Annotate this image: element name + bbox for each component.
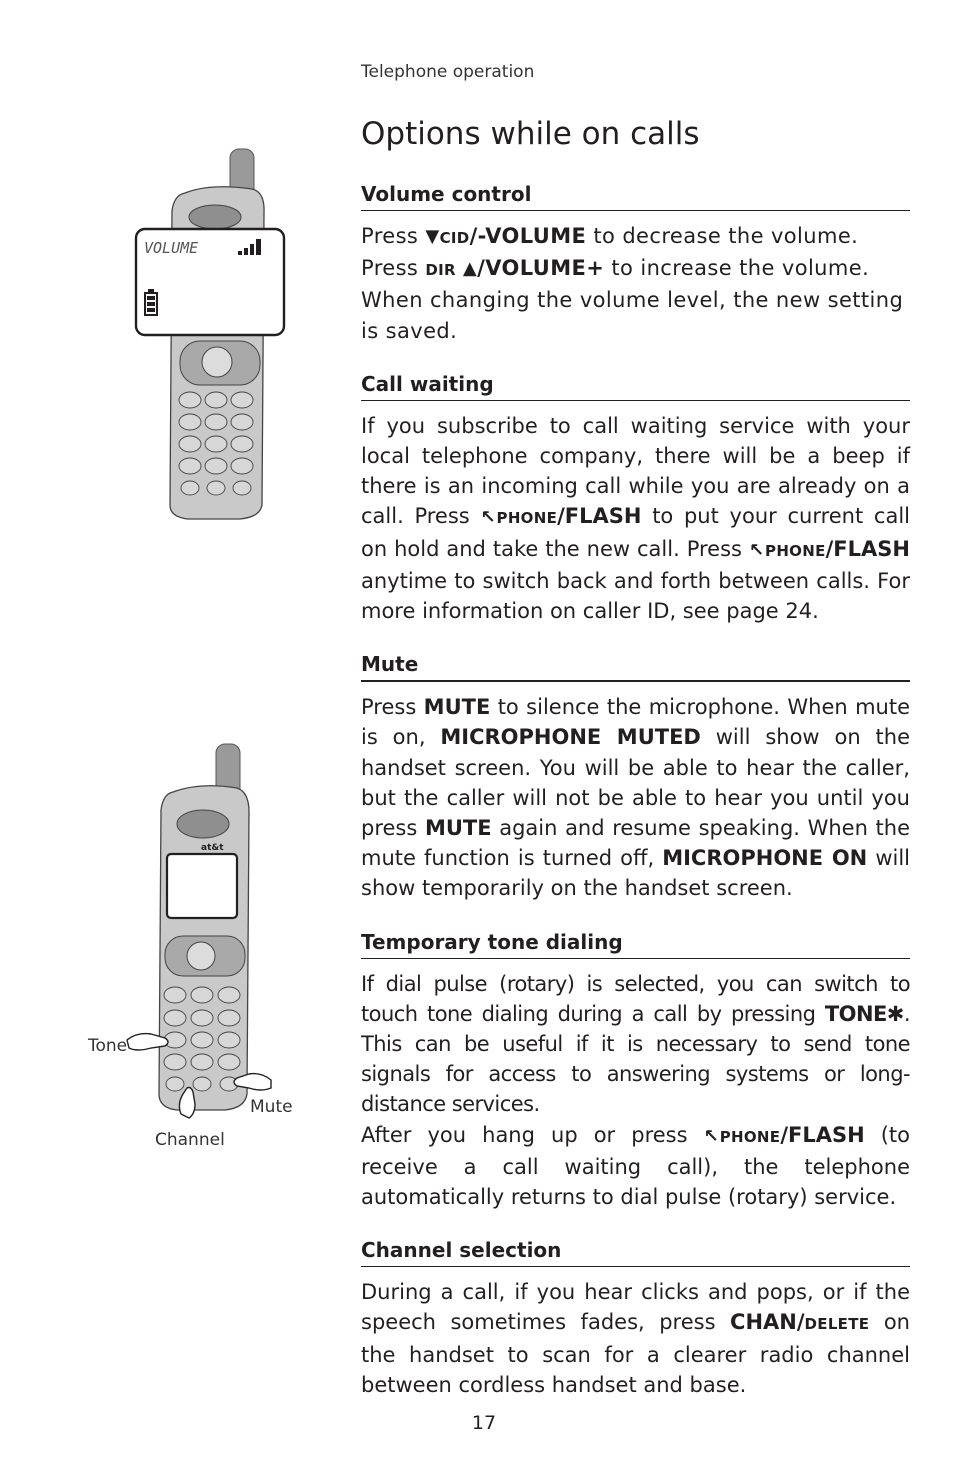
down-arrow-icon: ▼ [425, 226, 440, 247]
tone-dialing-section [361, 926, 910, 1213]
channel-selection-heading: Channel selection [361, 1234, 910, 1267]
call-waiting-section [361, 368, 910, 626]
handset-lcd [167, 854, 237, 918]
call-waiting-text: If you subscribe to call waiting service with your local telephone company, there will be a beep if there is an incoming call while you are already on a call. Press ↖PHONE/FLASH to put your current call on hold and take the new call. Press ↖PHONE/FLASH anytime to switch back and forth between calls. For more information on caller ID, see page 24. [361, 413, 911, 624]
callout-channel: Channel [155, 1130, 225, 1150]
section-header: Telephone operation [361, 62, 535, 82]
callout-mute: Mute [250, 1097, 293, 1117]
earpiece [189, 205, 241, 229]
tone-dialing-text-1: If dial pulse (rotary) is selected, you can switch to touch tone dialing during a call by pressing TONE✱. This can be useful if it is necessary to send tone signals for access to answering systems or long-distance services. [361, 971, 910, 1117]
page-number: 17 [471, 1412, 497, 1434]
mute-text: Press MUTE to silence the microphone. When mute is on, MICROPHONE MUTED will show on the handset screen. You will be able to hear the caller, but the caller will not be able to hear you until you press MUTE again and resume speaking. When the mute function is turned off, MICROPHONE ON will show temporarily on the handset screen. [361, 695, 911, 901]
mute-section [361, 648, 910, 903]
phone-handset-icon: ↖ [748, 539, 765, 561]
menu-select-key [202, 347, 232, 377]
tone-dialing-text-2: After you hang up or press ↖PHONE/FLASH (to receive a call waiting call), the telephone automatically returns to dial pulse (rotary) service. [361, 1122, 911, 1210]
mute-heading: Mute [361, 648, 910, 682]
phone-handset-icon: ↖ [480, 507, 496, 529]
channel-selection-text: During a call, if you hear clicks and pops, or if the speech sometimes fades, press CHAN/DELETE on the handset to scan for a clearer radio channel between cordless handset and base. [361, 1280, 910, 1397]
screen-volume-text: VOLUME [144, 239, 199, 257]
page-title: Options while on calls [361, 116, 700, 152]
channel-selection-section [361, 1234, 910, 1400]
handset-keys-illustration [125, 742, 290, 1122]
phone-handset-icon: ↖ [703, 1125, 719, 1147]
callout-tone: Tone [88, 1036, 128, 1056]
tone-dialing-heading: Temporary tone dialing [361, 926, 910, 959]
handset-volume-illustration [130, 145, 290, 525]
brand-logo-text: at&t [201, 843, 224, 853]
main-content [361, 178, 910, 1422]
volume-control-text: Press ▼CID/-VOLUME to decrease the volume. Press DIR ▲/VOLUME+ to increase the volume. When changing the volume level, the new setting is saved. [361, 224, 904, 343]
volume-control-heading: Volume control [361, 178, 910, 211]
earpiece [177, 810, 229, 838]
call-waiting-heading: Call waiting [361, 368, 910, 401]
up-arrow-icon: ▲ [462, 258, 478, 280]
menu-select-key [187, 942, 215, 970]
volume-control-section [361, 178, 910, 346]
